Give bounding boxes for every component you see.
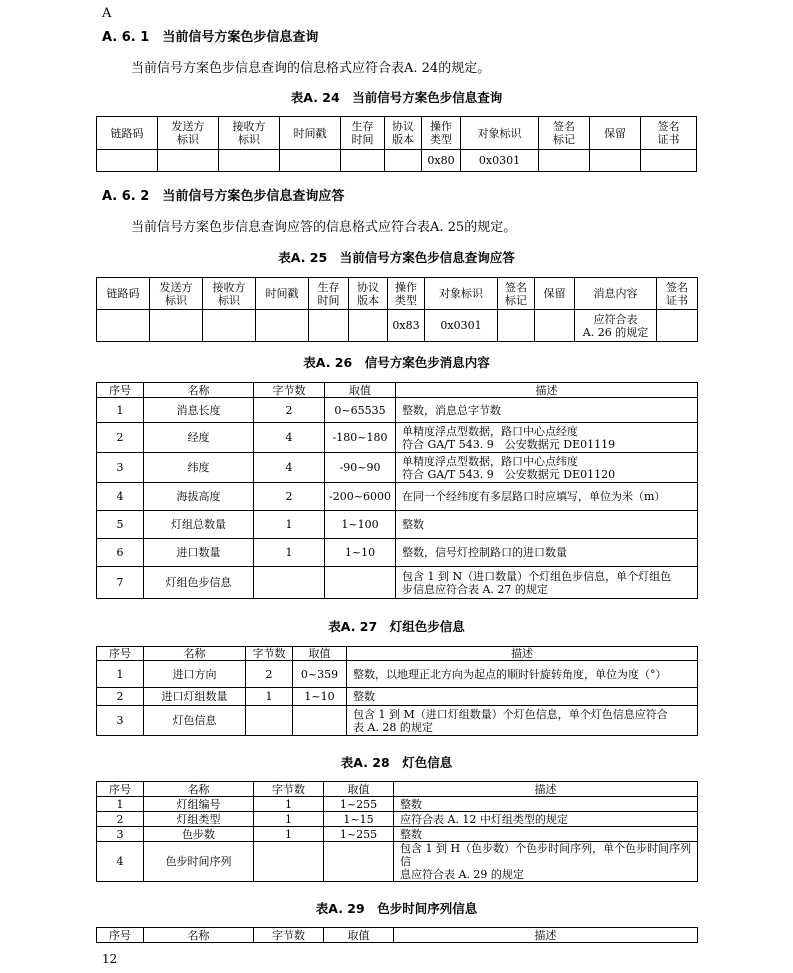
table-cell [280,150,341,172]
table-header-row [97,782,698,797]
table-cell: 1~10 [325,539,396,567]
table-row [97,310,698,342]
description-cell: 整数，消息总字节数 [396,398,698,423]
description-cell: 在同一个经纬度有多层路口时应填写，单位为米（m） [396,483,698,511]
table-row [97,706,698,736]
table-cell [641,150,697,172]
table-cell: 4 [97,483,144,511]
table-cell: 1 [97,797,144,812]
column-header: 生存 时间 [341,117,385,150]
description-cell: 整数，以地理正北方向为起点的顺时针旋转角度，单位为度（°） [347,661,698,688]
column-header: 名称 [144,383,254,398]
table-header-row [97,647,698,661]
table-cell [539,150,590,172]
table-cell: 6 [97,539,144,567]
table-cell: 消息长度 [144,398,254,423]
table-a29 [96,927,698,943]
column-header: 取值 [324,782,394,797]
table-cell: 经度 [144,423,254,453]
description-cell: 包含 1 到 M（进口灯组数量）个灯色信息，单个灯色信息应符合 表 A. 28 的规定 [347,706,698,736]
table-cell: 1~255 [324,827,394,842]
table-cell: 4 [254,453,325,483]
table-cell: 1 [254,511,325,539]
table-cell [385,150,422,172]
column-header: 协议 版本 [349,278,388,310]
table-a26 [96,382,698,599]
table-cell: 4 [254,423,325,453]
column-header: 消息内容 [575,278,657,310]
table-cell [219,150,280,172]
table-cell: 1 [254,827,324,842]
table-cell: 纬度 [144,453,254,483]
description-cell: 整数 [394,797,698,812]
column-header: 取值 [293,647,347,661]
table-row [97,483,698,511]
table-cell: 0x0301 [425,310,498,342]
table-cell: 海拔高度 [144,483,254,511]
table-row [97,150,697,172]
table-cell: 0~359 [293,661,347,688]
table-cell: 4 [97,842,144,882]
column-header: 操作 类型 [422,117,461,150]
table-cell: 1~10 [293,688,347,706]
description-cell: 包含 1 到 N（进口数量）个灯组色步信息，单个灯组色 步信息应符合表 A. 27 的规定 [396,567,698,599]
table-cell: 1 [254,812,324,827]
table-a28 [96,781,698,882]
table-cell: 3 [97,706,144,736]
table-cell: 灯组编号 [144,797,254,812]
table-row [97,453,698,483]
table-cell: -180~180 [325,423,396,453]
column-header: 时间戳 [280,117,341,150]
column-header: 描述 [396,383,698,398]
table-cell: 进口灯组数量 [144,688,246,706]
table-row [97,567,698,599]
table-row [97,398,698,423]
table-cell: 进口数量 [144,539,254,567]
table-cell [293,706,347,736]
table-cell: 1 [254,797,324,812]
column-header: 字节数 [246,647,293,661]
table-cell: 2 [97,423,144,453]
table-cell [97,150,158,172]
table-cell: 3 [97,827,144,842]
table-cell [203,310,256,342]
table-cell: 0~65535 [325,398,396,423]
column-header: 签名 标记 [539,117,590,150]
column-header: 操作 类型 [388,278,425,310]
section-text-a62: 当前信号方案色步信息查询应答的信息格式应符合表A. 25的规定。 [131,220,517,235]
column-header: 序号 [97,383,144,398]
column-header: 保留 [535,278,575,310]
table-cell [498,310,535,342]
description-cell: 整数 [347,688,698,706]
table-cell: 应符合表 A. 26 的规定 [575,310,657,342]
column-header: 字节数 [254,782,324,797]
table-header-row [97,278,698,310]
table-caption-a27: 表A. 27 灯组色步信息 [328,619,465,634]
column-header: 生存 时间 [309,278,349,310]
column-header: 名称 [144,782,254,797]
column-header: 字节数 [254,928,324,943]
top-letter: A [102,6,112,21]
column-header: 序号 [97,647,144,661]
table-cell [97,310,150,342]
table-header-row [97,117,697,150]
table-cell [309,310,349,342]
description-cell: 整数 [394,827,698,842]
column-header: 取值 [325,383,396,398]
table-cell: 色步数 [144,827,254,842]
table-header-row [97,928,698,943]
table-cell: 2 [97,812,144,827]
table-cell [657,310,698,342]
column-header: 对象标识 [425,278,498,310]
table-cell: -90~90 [325,453,396,483]
table-header-row [97,383,698,398]
table-caption-a26: 表A. 26 信号方案色步消息内容 [303,355,490,370]
column-header: 描述 [394,928,698,943]
column-header: 协议 版本 [385,117,422,150]
column-header: 接收方 标识 [203,278,256,310]
description-cell: 整数，信号灯控制路口的进口数量 [396,539,698,567]
table-cell: 0x0301 [461,150,539,172]
table-cell: 2 [97,688,144,706]
column-header: 签名 标记 [498,278,535,310]
table-row [97,812,698,827]
table-cell: 7 [97,567,144,599]
description-cell: 单精度浮点型数据，路口中心点纬度 符合 GA/T 543. 9 公安数据元 DE01120 [396,453,698,483]
table-row [97,661,698,688]
table-cell [254,842,324,882]
table-cell [158,150,219,172]
table-row [97,539,698,567]
column-header: 序号 [97,928,144,943]
table-cell: -200~6000 [325,483,396,511]
table-cell: 1~255 [324,797,394,812]
table-cell: 1 [97,661,144,688]
column-header: 保留 [590,117,641,150]
table-cell: 3 [97,453,144,483]
table-cell: 2 [246,661,293,688]
column-header: 取值 [324,928,394,943]
table-cell: 0x83 [388,310,425,342]
table-row [97,797,698,812]
column-header: 链路码 [97,117,158,150]
table-row [97,827,698,842]
table-cell: 灯组类型 [144,812,254,827]
table-cell: 色步时间序列 [144,842,254,882]
description-cell: 整数 [396,511,698,539]
table-row [97,511,698,539]
column-header: 描述 [347,647,698,661]
column-header: 签名 证书 [657,278,698,310]
table-caption-a29: 表A. 29 色步时间序列信息 [315,901,478,916]
table-cell: 1~100 [325,511,396,539]
table-a24 [96,116,697,172]
table-row [97,423,698,453]
table-cell: 1~15 [324,812,394,827]
section-heading-a62: A. 6. 2 当前信号方案色步信息查询应答 [102,189,345,204]
table-cell [535,310,575,342]
table-cell [246,706,293,736]
column-header: 签名 证书 [641,117,697,150]
column-header: 接收方 标识 [219,117,280,150]
table-row [97,688,698,706]
table-cell [349,310,388,342]
table-cell: 0x80 [422,150,461,172]
section-text-a61: 当前信号方案色步信息查询的信息格式应符合表A. 24的规定。 [131,61,491,76]
table-caption-a28: 表A. 28 灯色信息 [340,755,453,770]
table-a25 [96,277,698,342]
table-cell [256,310,309,342]
description-cell: 应符合表 A. 12 中灯组类型的规定 [394,812,698,827]
description-cell: 包含 1 到 H（色步数）个色步时间序列，单个色步时间序列信 息应符合表 A. 29 的规定 [394,842,698,882]
table-caption-a24: 表A. 24 当前信号方案色步信息查询 [290,90,503,105]
table-cell [590,150,641,172]
section-heading-a61: A. 6. 1 当前信号方案色步信息查询 [102,30,319,45]
column-header: 发送方 标识 [150,278,203,310]
table-cell [150,310,203,342]
column-header: 对象标识 [461,117,539,150]
table-cell: 灯组总数量 [144,511,254,539]
table-cell: 灯组色步信息 [144,567,254,599]
table-a27 [96,646,698,736]
table-cell: 2 [254,483,325,511]
column-header: 描述 [394,782,698,797]
table-cell: 灯色信息 [144,706,246,736]
column-header: 序号 [97,782,144,797]
column-header: 链路码 [97,278,150,310]
column-header: 名称 [144,928,254,943]
table-cell [254,567,325,599]
table-row [97,842,698,882]
table-cell [341,150,385,172]
table-cell [325,567,396,599]
table-cell: 1 [254,539,325,567]
table-cell: 1 [246,688,293,706]
description-cell: 单精度浮点型数据，路口中心点经度 符合 GA/T 543. 9 公安数据元 DE01119 [396,423,698,453]
table-cell [324,842,394,882]
table-cell: 2 [254,398,325,423]
column-header: 字节数 [254,383,325,398]
table-cell: 1 [97,398,144,423]
column-header: 发送方 标识 [158,117,219,150]
table-caption-a25: 表A. 25 当前信号方案色步信息查询应答 [278,250,515,265]
column-header: 名称 [144,647,246,661]
table-cell: 进口方向 [144,661,246,688]
table-cell: 5 [97,511,144,539]
column-header: 时间戳 [256,278,309,310]
page-number: 12 [102,952,118,966]
